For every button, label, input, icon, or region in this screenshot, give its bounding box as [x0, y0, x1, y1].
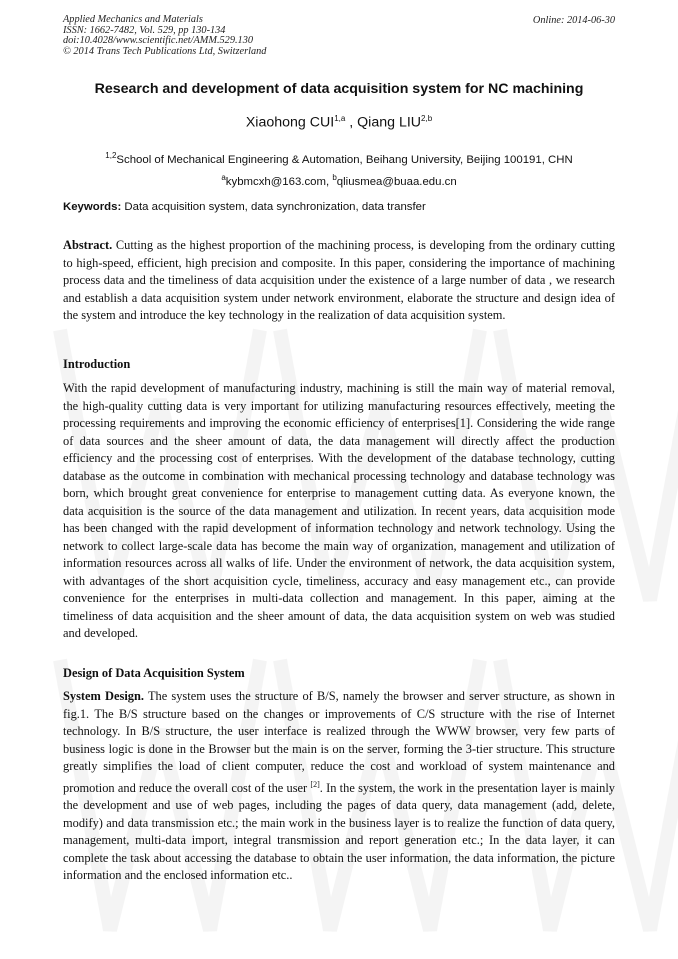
- introduction-paragraph: With the rapid development of manufacturing industry, machining is still the main way of material removal, the high-quality cutting data is very important for utilizing manufacturing resources effectively, meeting the processing requirements and improving the economic efficiency of enterprises[1]. Considering the wide range of data sources and the sheer amount of data, the data management will directly affect the production efficiency and the processing cost of enterprises. With the development of the database technology, cutting database as the outcome in combination with mechanical processing technology and database technology was born, which brought great convenience for enterprise to management cutting data. As everyone known, the data acquisition is the source of the data management and utilization. In recent years, data acquisition mode has been changed with the rapid development of information technology and network technology. Using the network to collect large-scale data has become the main way of organization, management and utilization of information resources across all walks of life. Under the environment of network, the data acquisition system, with advantages of the short acquisition cycle, timeliness, accuracy and easy management etc., can provide convenience for the enterprises in multi-data collection and management. In this paper, aiming at the timeliness of data acquisition and the sheer amount of data, the data acquisition system on web was studied and developed.: [63, 381, 615, 640]
- author-superscript: 2,b: [421, 114, 433, 123]
- section-heading-introduction: Introduction: [63, 357, 131, 371]
- keywords-label: Keywords:: [63, 201, 122, 213]
- copyright-line: © 2014 Trans Tech Publications Ltd, Switzerland: [63, 45, 267, 57]
- system-design-text-continued: . In the system, the work in the presentation layer is mainly the development and use of web pages, including the pages of data query, data management (add, delete, modify) and data transmission etc.; the main work in the business layer is to realize the function of data query, management, multi-data import, integral transmission and report generation etc.; In the data layer, it can complete the task about accessing the database to obtain the user information, the data information, the picture information and the enclosed information etc..: [63, 780, 615, 883]
- author-list: [0, 114, 678, 131]
- system-design-paragraph: [63, 688, 615, 885]
- email-superscript: a: [221, 172, 226, 182]
- email-link[interactable]: qliusmea@buaa.edu.cn: [336, 175, 457, 188]
- doi-line: doi:10.4028/www.scientific.net/AMM.529.130: [63, 35, 253, 47]
- abstract-text: Cutting as the highest proportion of the machining process, is developing from the ordinary cutting to high-speed, efficient, high precision and composite. In this paper, considering the importance of machining process data and the timeliness of data acquisition under the existence of a large number of data , we research and establish a data acquisition system under network environment, elaborate the structure and design idea of the system and introduce the key technology in the realization of data acquisition system.: [63, 238, 615, 322]
- journal-name: Applied Mechanics and Materials: [63, 14, 203, 25]
- author-separator: ,: [345, 114, 358, 131]
- journal-header: [63, 15, 266, 57]
- author-name: Qiang LIU: [357, 114, 422, 131]
- paper-title: Research and development of data acquisition system for NC machining: [94, 81, 584, 97]
- affiliation-text: School of Mechanical Engineering & Automation, Beihang University, Beijing 100191, CHN: [116, 153, 573, 166]
- section-heading-design: Design of Data Acquisition System: [63, 666, 245, 680]
- abstract-label: Abstract.: [63, 238, 113, 252]
- system-design-text: The system uses the structure of B/S, namely the browser and server structure, as shown in fig.1. The B/S structure based on the changes or improvements of C/S structure with the rise of Internet technology. In B/S structure, the user interface is realized through the WWW browser, very few parts of business logic is done in the Browser but the main is on the server, forming the 3-tier structure. This structure greatly simplifies the load of client computer, reduce the cost and workload of system maintenance and promotion and reduce the overall cost of the user: [63, 689, 615, 795]
- affiliation-superscript: 1,2: [105, 151, 117, 160]
- issn-line: ISSN: 1662-7482, Vol. 529, pp 130-134: [63, 24, 226, 36]
- keywords-text: Data acquisition system, data synchronization, data transfer: [121, 201, 426, 213]
- citation-reference[interactable]: [2]: [310, 779, 320, 789]
- system-design-label: System Design.: [63, 689, 144, 703]
- online-date: Online: 2014-06-30: [532, 15, 615, 26]
- email-superscript: b: [332, 172, 337, 182]
- author-superscript: 1,a: [334, 114, 346, 123]
- abstract: [63, 237, 615, 325]
- affiliation: [0, 147, 678, 169]
- keywords: [63, 201, 426, 213]
- email-separator: ,: [326, 175, 333, 188]
- affiliation-block: [0, 147, 678, 191]
- email-list: [0, 169, 678, 191]
- email-link[interactable]: kybmcxh@163.com: [225, 175, 326, 188]
- author-name: Xiaohong CUI: [245, 114, 335, 131]
